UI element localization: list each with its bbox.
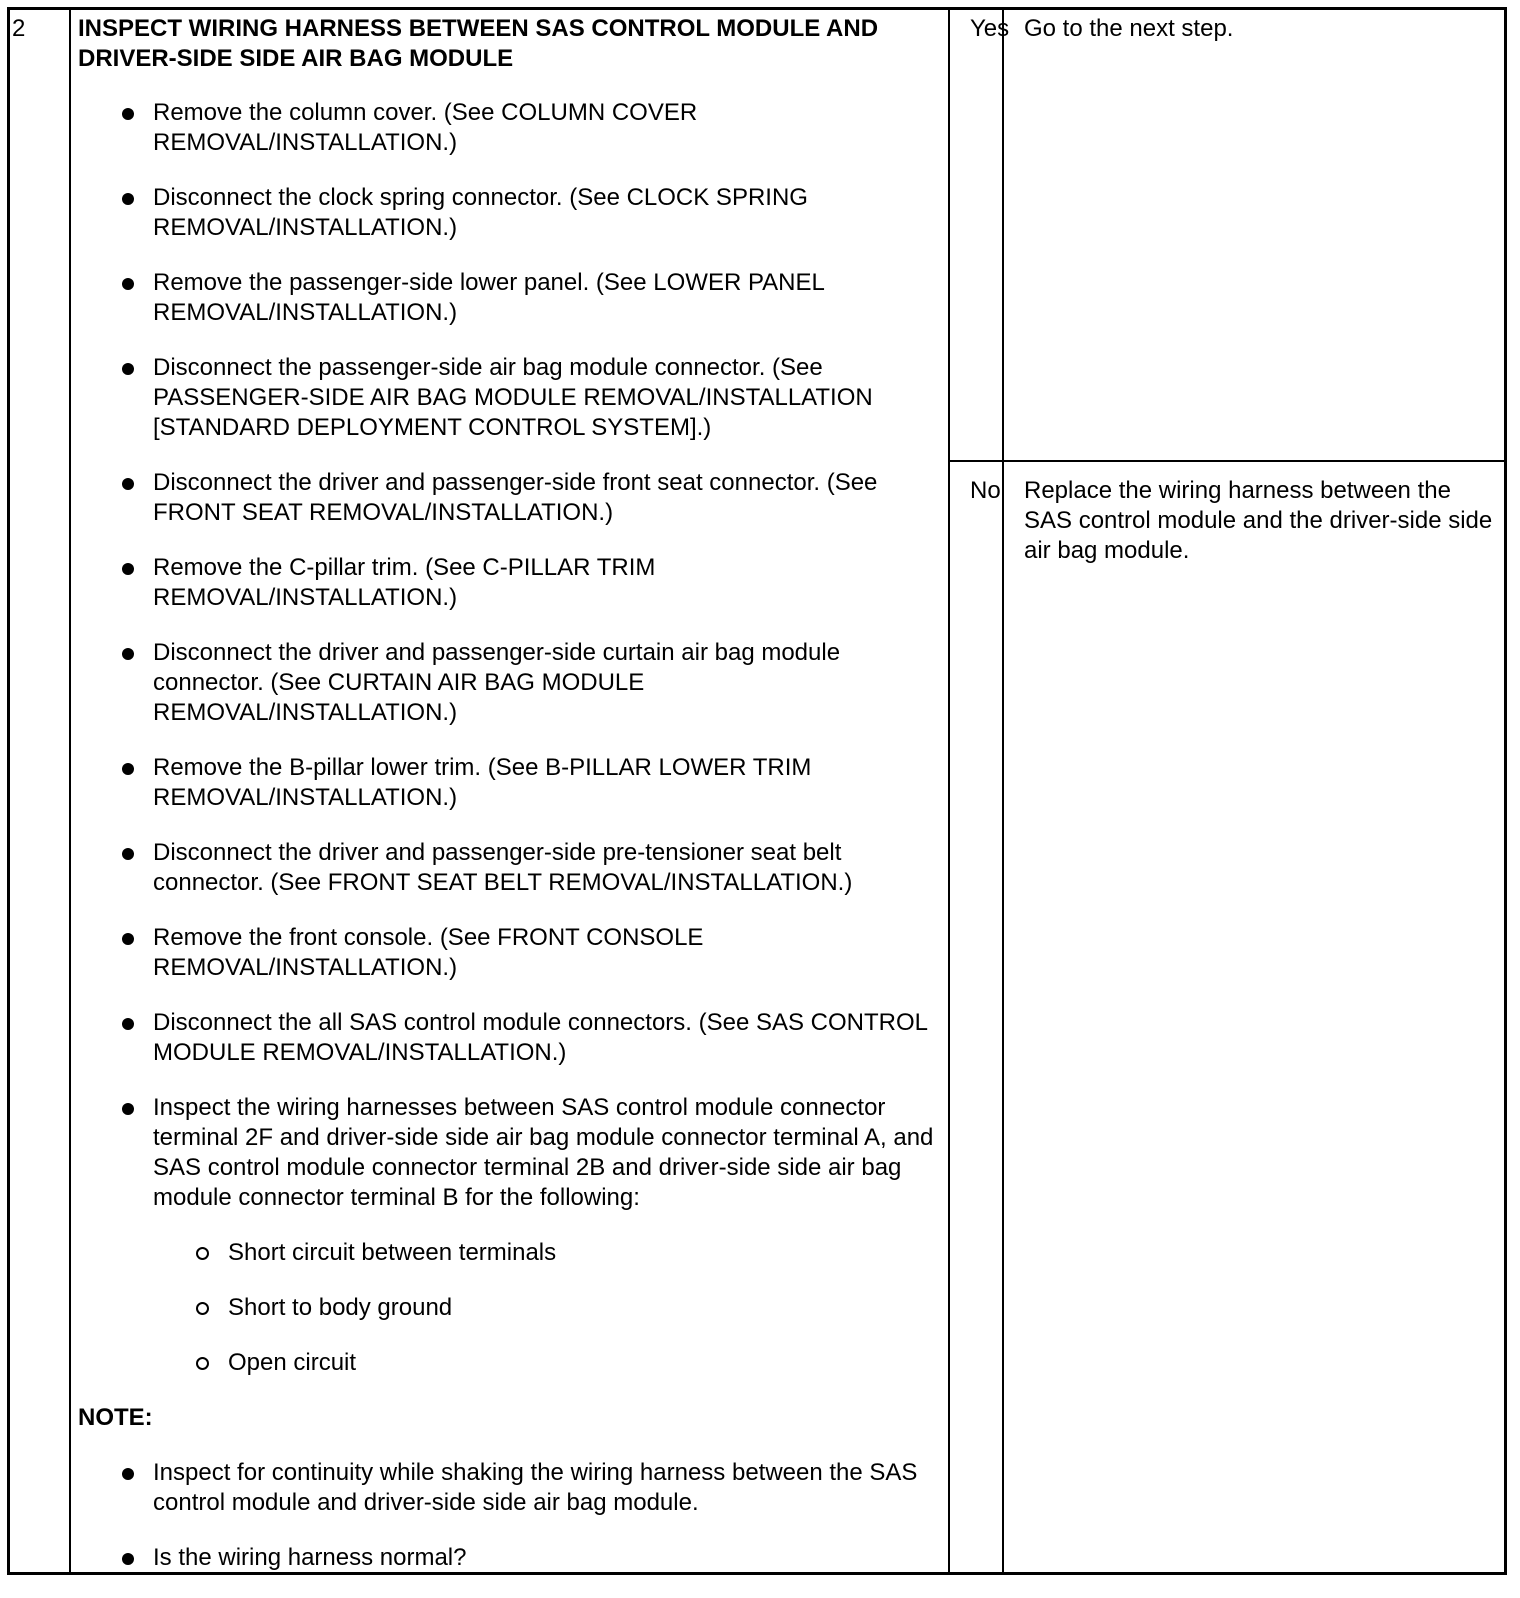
bullet-icon [122,193,134,205]
yes-action: Go to the next step. [1024,15,1234,42]
bullet-icon [122,108,134,120]
yes-label: Yes [970,15,1010,42]
note-item: Is the wiring harness normal? [78,1543,948,1573]
sub-list-item: Open circuit [78,1348,948,1378]
circle-bullet-icon [196,1357,209,1370]
no-label: No [970,477,1001,504]
list-item: Disconnect the driver and passenger-side curtain air bag module connector. (See CURTAIN AIR BAG MODULE REMOVAL/INSTALLATION.) [78,638,948,728]
step-number: 2 [12,15,26,42]
bullet-icon [122,1018,134,1030]
circle-bullet-icon [196,1247,209,1260]
note-item: Inspect for continuity while shaking the wiring harness between the SAS control module and driver-side side air bag module. [78,1458,948,1518]
column-divider-1 [69,7,71,1575]
list-item: Remove the B-pillar lower trim. (See B-PILLAR LOWER TRIM REMOVAL/INSTALLATION.) [78,753,948,813]
column-divider-3 [1002,7,1004,1575]
step-title: INSPECT WIRING HARNESS BETWEEN SAS CONTROL MODULE AND DRIVER-SIDE SIDE AIR BAG MODULE [78,15,879,72]
list-item: Disconnect the all SAS control module connectors. (See SAS CONTROL MODULE REMOVAL/INSTALLATION.) [78,1008,948,1068]
list-item: Remove the column cover. (See COLUMN COVER REMOVAL/INSTALLATION.) [78,98,948,158]
no-action: Replace the wiring harness between the SAS control module and the driver-side side air bag module. [1024,477,1493,564]
sub-list-item: Short to body ground [78,1293,948,1323]
circle-bullet-icon [196,1302,209,1315]
bullet-icon [122,1468,134,1480]
bullet-icon [122,848,134,860]
list-item: Disconnect the passenger-side air bag module connector. (See PASSENGER-SIDE AIR BAG MODULE REMOVAL/INSTALLATION [STANDARD DEPLOYMENT CONTROL SYSTEM].) [78,353,948,443]
bullet-icon [122,933,134,945]
list-item: Inspect the wiring harnesses between SAS control module connector terminal 2F and driver-side side air bag module connector terminal A, and SAS control module connector terminal 2B and driver-side side air bag module connector terminal B for the following: [78,1093,948,1213]
sub-list-item: Short circuit between terminals [78,1238,948,1268]
list-item: Remove the passenger-side lower panel. (See LOWER PANEL REMOVAL/INSTALLATION.) [78,268,948,328]
column-divider-2 [948,7,950,1575]
list-item: Remove the C-pillar trim. (See C-PILLAR TRIM REMOVAL/INSTALLATION.) [78,553,948,613]
bullet-icon [122,478,134,490]
procedure-content [78,98,948,1598]
result-row-divider [948,460,1507,462]
bullet-icon [122,1553,134,1565]
bullet-icon [122,363,134,375]
bullet-icon [122,763,134,775]
bullet-icon [122,278,134,290]
list-item: Remove the front console. (See FRONT CONSOLE REMOVAL/INSTALLATION.) [78,923,948,983]
bullet-icon [122,648,134,660]
bullet-icon [122,1103,134,1115]
note-label: NOTE: [78,1404,153,1431]
list-item: Disconnect the clock spring connector. (See CLOCK SPRING REMOVAL/INSTALLATION.) [78,183,948,243]
list-item: Disconnect the driver and passenger-side pre-tensioner seat belt connector. (See FRONT SEAT BELT REMOVAL/INSTALLATION.) [78,838,948,898]
bullet-icon [122,563,134,575]
list-item: Disconnect the driver and passenger-side front seat connector. (See FRONT SEAT REMOVAL/INSTALLATION.) [78,468,948,528]
